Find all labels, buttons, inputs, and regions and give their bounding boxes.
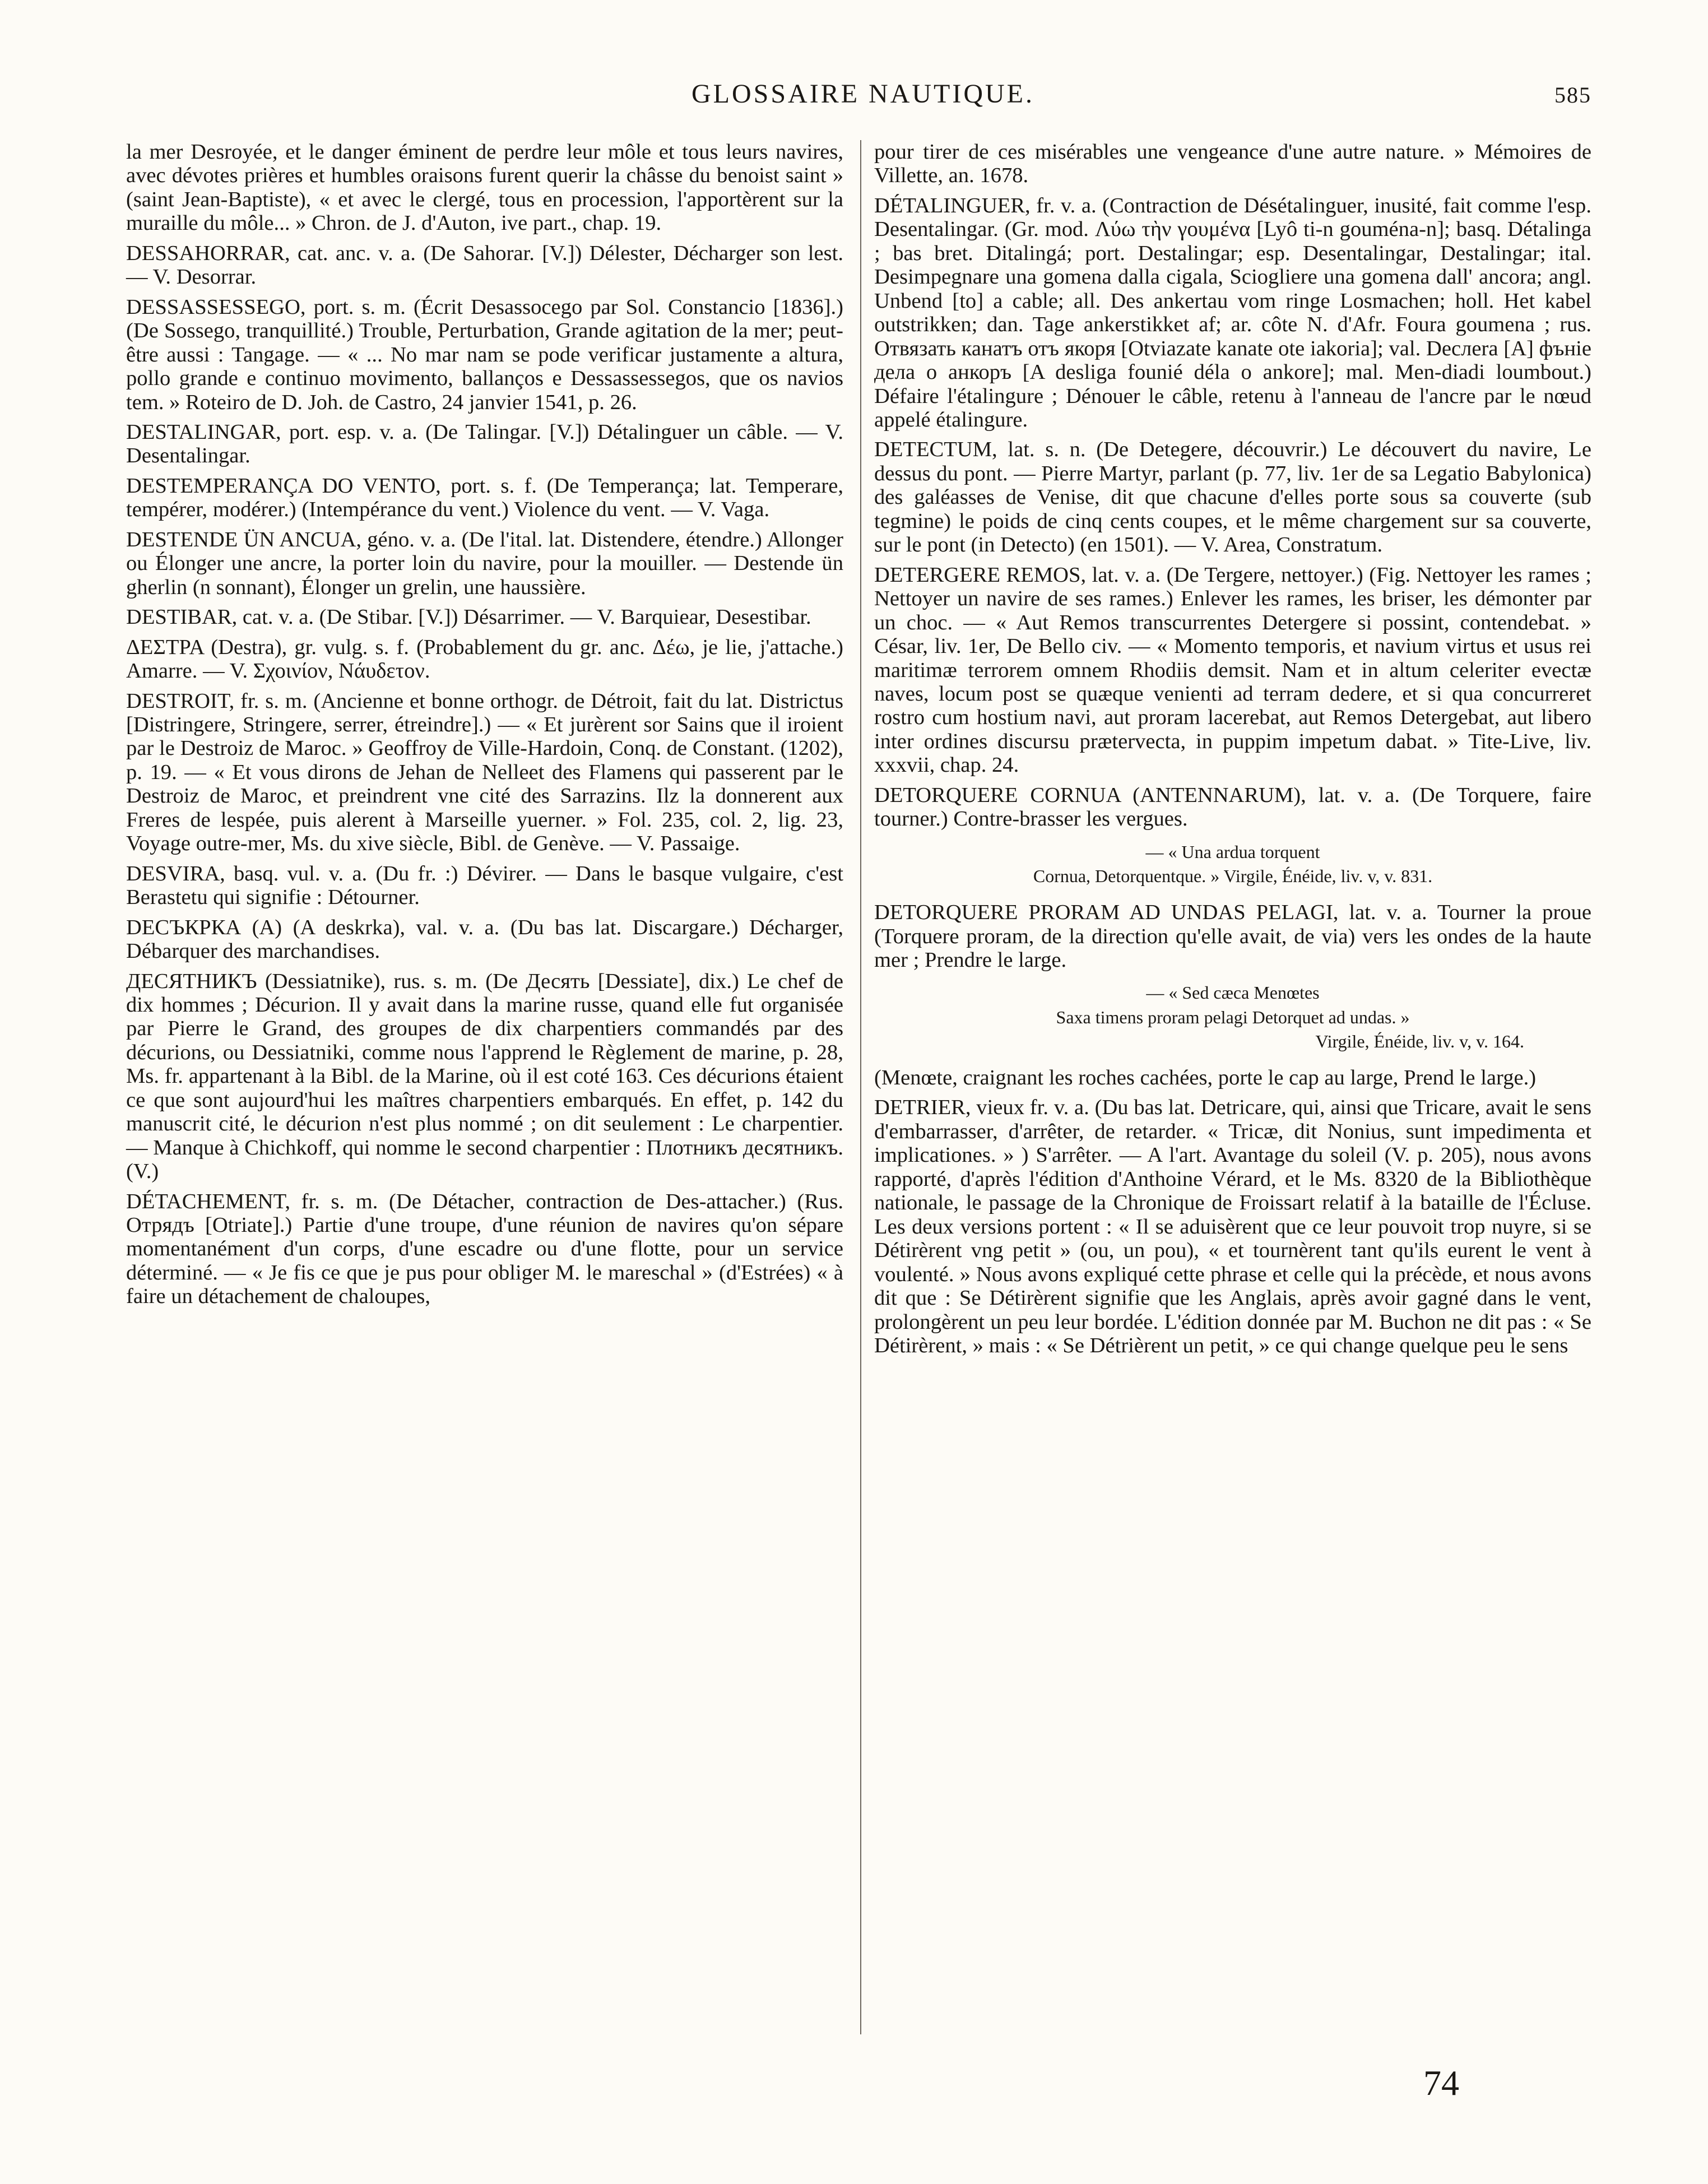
- entry-destra: ΔΕΣΤΡΑ (Destra), gr. vulg. s. f. (Probablement du gr. anc. Δέω, je lie, j'attache.) Amarre. — V. Σχοινίον, Νάυδετον.: [126, 635, 843, 683]
- signature-mark: 74: [1423, 2063, 1459, 2103]
- quote-line: Cornua, Detorquentque. » Virgile, Énéide, liv. v, v. 831.: [1033, 865, 1433, 886]
- quote-line: — « Una ardua torquent: [1145, 841, 1320, 862]
- entry-deskrka: DECЪКРКА (A) (A deskrka), val. v. a. (Du bas lat. Discargare.) Décharger, Débarquer des marchandises.: [126, 915, 843, 963]
- entry-continuation-right: pour tirer de ces misérables une vengeance d'une autre nature. » Mémoires de Villette, an. 1678.: [874, 140, 1591, 188]
- entry-detrier: DETRIER, vieux fr. v. a. (Du bas lat. Detricare, qui, ainsi que Tricare, avait le sens d'embarrasser, d'arrêter, de retarder. « Tricæ, dit Nonius, sunt impedimenta et implicationes. » ) S'arrêter. — A l'art. Avantage du soleil (V. p. 205), nous avons rapporté, d'après l'édition d'Anthoine Vérard, et le Ms. 8320 de la Bibliothèque nationale, le passage de la Chronique de Froissart relatif à la bataille de l'Écluse. Les deux versions portent : « Il se aduisèrent que ce leur pouvoit trop nuyre, si se Détirèrent vng petit » (ou, un pou), « et tournèrent tant qu'ils eurent le vent à voulenté. » Nous avons expliqué cette phrase et celle qui la précède, et nous avons dit que : Se Détirèrent signifie que les Anglais, après avoir gagné dans le vent, prolongèrent un peu leur bordée. L'édition donnée par M. Buchon ne dit pas : « Se Détirèrent, » mais : « Se Détrièrent un petit, » ce qui change quelque peu le sens: [874, 1096, 1591, 1357]
- entry-continuation: la mer Desroyée, et le danger éminent de perdre leur môle et tous leurs navires, avec dévotes prières et humbles oraisons furent querir la châsse du benoist saint » (saint Jean-Baptiste), « et avec le clergé, tous en procession, l'apportèrent sur la muraille du môle... » Chron. de J. d'Auton, ive part., chap. 19.: [126, 140, 843, 235]
- entry-dessahorrar: DESSAHORRAR, cat. anc. v. a. (De Sahorar. [V.]) Délester, Décharger son lest. — V. Desorrar.: [126, 241, 843, 289]
- left-column: [126, 140, 843, 1315]
- entry-dessassessego: DESSASSESSEGO, port. s. m. (Écrit Desassocego par Sol. Constancio [1836].) (De Sossego, tranquillité.) Trouble, Perturbation, Grande agitation de la mer; peut-être aussi : Tangage. — « ... No mar nam se pode verificar justamente a altura, pollo grande e continuo movimento, ballanços e Dessassessegos, que os navios tem. » Roteiro de D. Joh. de Castro, 24 janvier 1541, p. 26.: [126, 295, 843, 414]
- quote-virgile-cornua: [874, 840, 1591, 888]
- page-number: 585: [1554, 82, 1591, 108]
- entry-detergere-remos: DETERGERE REMOS, lat. v. a. (De Tergere, nettoyer.) (Fig. Nettoyer les rames ; Nettoyer un navire de ses rames.) Enlever les rames, les briser, les démonter par un choc. — « Aut Remos transcurrentes Detergere si possint, contendebat. » César, liv. 1er, De Bello civ. — « Momento temporis, et navium virtus et usus rei maritimæ terrorem omnem Rhodiis demsit. Nam et in altum celeriter evectæ naves, locum post se quæque venienti ad terram dedere, et si qua concurreret rostro cum hostium navi, aut proram lacerebat, aut Remos Detergebat, aut libero inter ordines discursu prætervecta, in puppim impetum dabat. » Tite-Live, liv. xxxvii, chap. 24.: [874, 563, 1591, 777]
- quote-line: Saxa timens proram pelagi Detorquet ad undas. »: [1056, 1007, 1410, 1027]
- quote-source: Virgile, Énéide, liv. v, v. 164.: [1315, 1031, 1524, 1051]
- entry-detectum: DETECTUM, lat. s. n. (De Detegere, découvrir.) Le découvert du navire, Le dessus du pont. — Pierre Martyr, parlant (p. 77, liv. 1er de sa Legatio Babylonica) des galéasses de Venise, dit que chacune d'elles porte sous sa couverte (sub tegmine) le poids de cinq cents coupes, et le même chargement sur sa couverte, sur le pont (in Detecto) (en 1501). — V. Area, Constratum.: [874, 438, 1591, 557]
- quote-line: — « Sed cæca Menœtes: [1146, 982, 1320, 1003]
- entry-menoete-translation: (Menœte, craignant les roches cachées, porte le cap au large, Prend le large.): [874, 1065, 1537, 1089]
- entry-detalinguer: DÉTALINGUER, fr. v. a. (Contraction de Désétalinguer, inusité, fait comme l'esp. Desentalingar. (Gr. mod. Λύω τὴν γουμένα [Lyô ti-n gouména-n]; basq. Détalinga ; bas bret. Ditalingá; port. Destalingar; esp. Desentalingar, Destalingar; ital. Desimpegnare una gomena dalla cigala, Sciogliere una gomena dall' ancora; angl. Unbend [to] a cable; all. Des ankertau vom ringe Losmachen; holl. Het kabel outstrikken; dan. Tage ankerstikket af; ar. côte N. d'Afr. Foura goumena ; rus. Отвязать канатъ отъ якоря [Otviazate kanate ote iakoria]; val. Decлera [A] фънie дела о анкоръ [A desliga founié déla o ankore]; mal. Men-diadi loumbout.) Défaire l'étalingure ; Dénouer le câble, retenu à l'anneau de l'ancre par le nœud appelé étalingure.: [874, 193, 1591, 432]
- entry-destalingar: DESTALINGAR, port. esp. v. a. (De Talingar. [V.]) Détalinguer un câble. — V. Desentalingar.: [126, 420, 843, 468]
- entry-dessiatnike: ДЕСЯТНИКЪ (Dessiatnike), rus. s. m. (De Десять [Dessiate], dix.) Le chef de dix hommes ; Décurion. Il y avait dans la marine russe, quand elle fut organisée par Pierre le Grand, des groupes de dix charpentiers commandés par des décurions, ou Dessiatniki, comme nous l'apprend le Règlement de marine, p. 28, Ms. fr. appartenant à la Bibl. de la Marine, où il est coté 163. Ces décurions étaient ce que sont aujourd'hui les maîtres charpentiers embarqués. En effet, p. 142 du manuscrit cité, le décurion n'est plus nommé ; on dit seulement : Le charpentier. — Manque à Chichkoff, qui nomme le second charpentier : Плотникъ десятникъ. (V.): [126, 969, 843, 1184]
- entry-destroit: DESTROIT, fr. s. m. (Ancienne et bonne orthogr. de Détroit, fait du lat. Districtus [Distringere, Stringere, serrer, étreindre].) — « Et jurèrent sor Sains que il iroient par le Destroiz de Maroc. » Geoffroy de Ville-Hardoin, Conq. de Constant. (1202), p. 19. — « Et vous dirons de Jehan de Nelleet des Flamens qui passerent par le Destroiz de Maroc, et preindrent vne cité des Sarrazins. Ilz la donnerent aux Freres de lespée, puis alerent à Marseille yuerner. » Fol. 235, col. 2, lig. 23, Voyage outre-mer, Ms. du xive siècle, Bibl. de Genève. — V. Passaige.: [126, 689, 843, 856]
- entry-destende: DESTENDE ÜN ANCUA, génο. v. a. (De l'ital. lat. Distendere, étendre.) Allonger ou Élonger une ancre, la porter loin du navire, pour la mouiller. — Destende ün gherlin (n sonnant), Élonger un grelin, une haussière.: [126, 527, 843, 599]
- column-divider: [860, 140, 861, 2034]
- entry-detorquere-cornua: DETORQUERE CORNUA (ANTENNARUM), lat. v. a. (De Torquere, faire tourner.) Contre-brasser les vergues.: [874, 783, 1591, 831]
- running-title: GLOSSAIRE NAUTIQUE.: [691, 79, 1034, 109]
- entry-destibar: DESTIBAR, cat. v. a. (De Stibar. [V.]) Désarrimer. — V. Barquiear, Desestibar.: [126, 605, 811, 629]
- entry-destemperanca: DESTEMPERANÇA DO VENTO, port. s. f. (De Temperança; lat. Temperare, tempérer, modérer.) (Intempérance du vent.) Violence du vent. — V. Vaga.: [126, 474, 843, 522]
- entry-desvira: DESVIRA, basq. vul. v. a. (Du fr. :) Dévirer. — Dans le basque vulgaire, c'est Berastetu qui signifie : Détourner.: [126, 861, 843, 910]
- entry-detorquere-proram: DETORQUERE PRORAM AD UNDAS PELAGI, lat. v. a. Tourner la proue (Torquere proram, de la direction qu'elle avait, de via) vers les ondes de la haute mer ; Prendre le large.: [874, 901, 1591, 972]
- right-column: [874, 140, 1591, 1364]
- quote-virgile-proram: [874, 981, 1591, 1054]
- entry-detachement: DÉTACHEMENT, fr. s. m. (De Détacher, contraction de Des-attacher.) (Rus. Отрядъ [Otriate].) Partie d'une troupe, d'une réunion de navires qu'on sépare momentanément d'un corps, d'une escadre ou d'une flotte, pour un service déterminé. — « Je fis ce que je pus pour obliger M. le mareschal » (d'Estrées) « à faire un détachement de chaloupes,: [126, 1189, 843, 1309]
- page-header: [134, 78, 1591, 123]
